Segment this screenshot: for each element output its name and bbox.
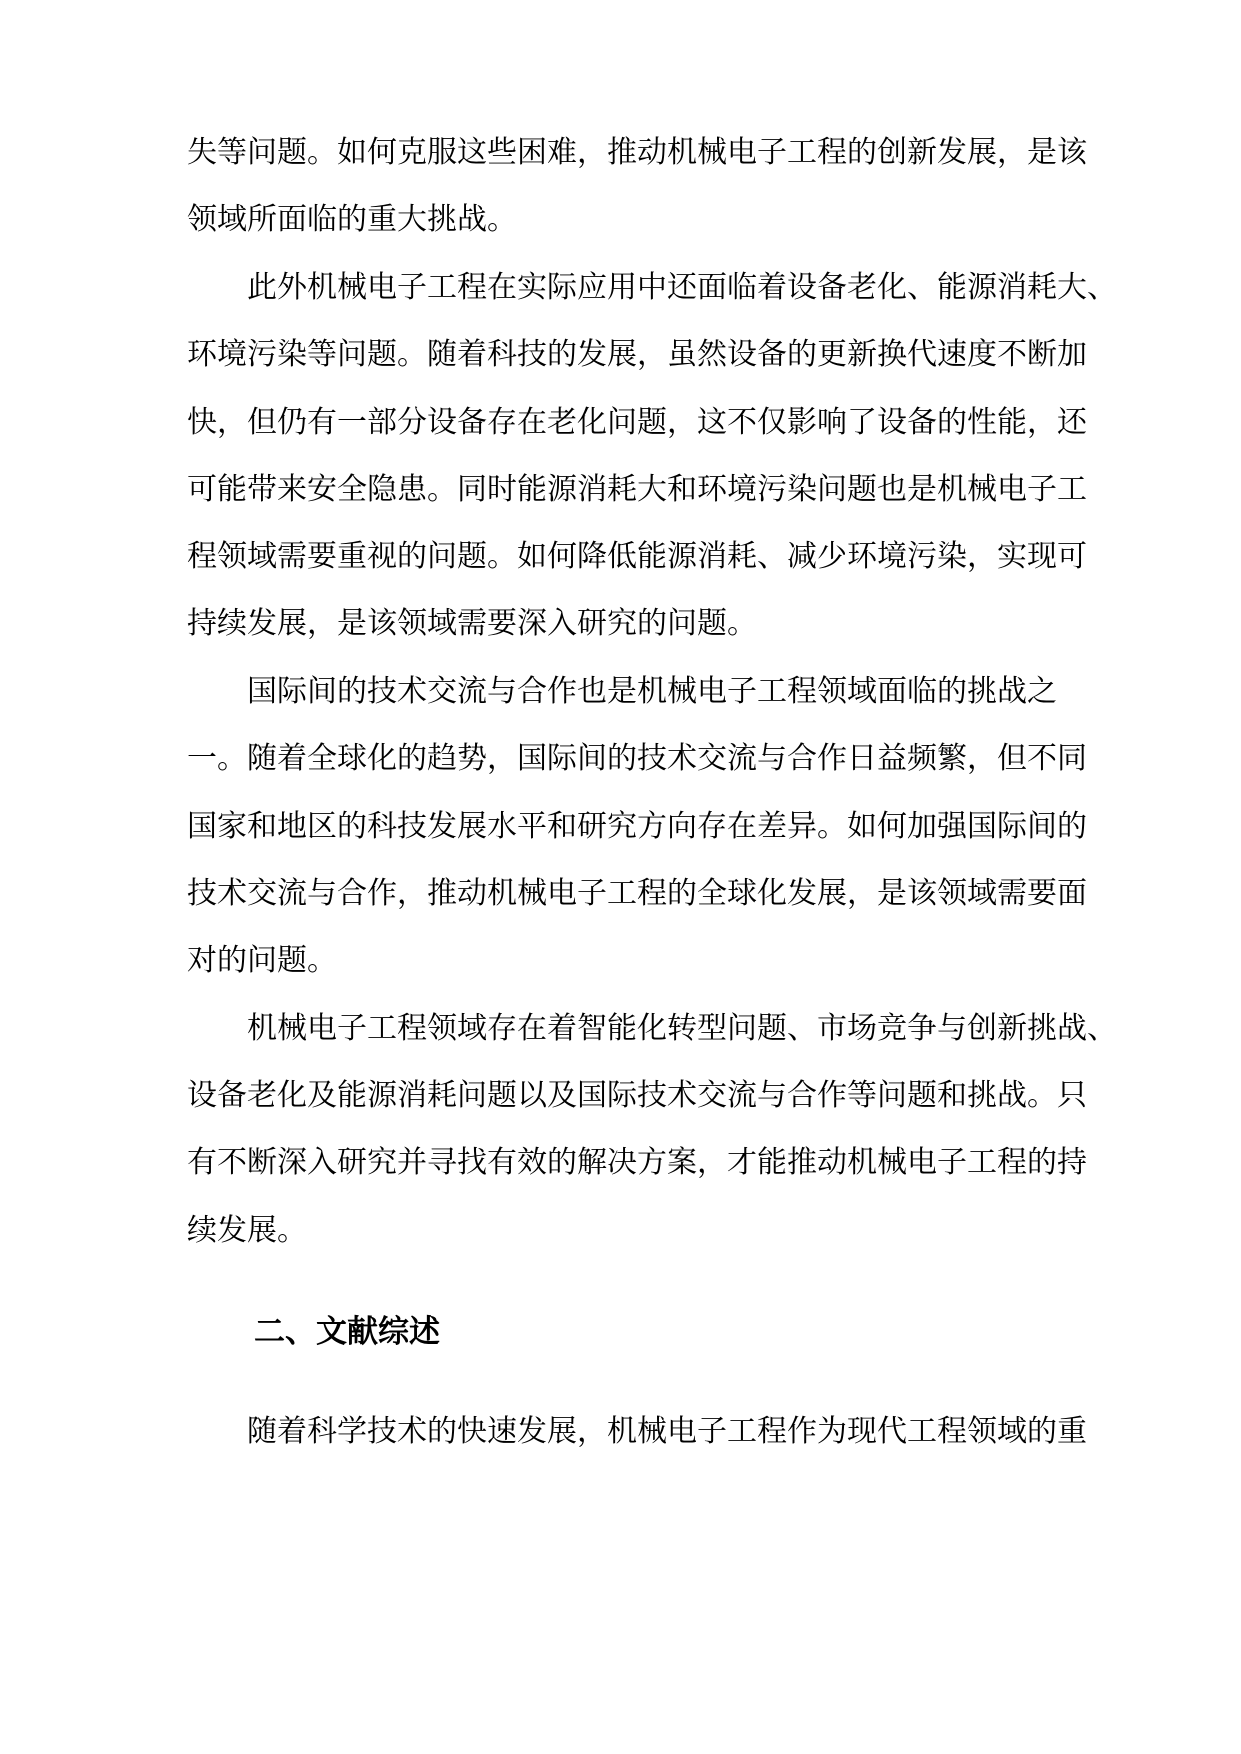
paragraph-3-line-2: 一。随着全球化的趋势，国际间的技术交流与合作日益频繁，但不同	[187, 741, 1087, 776]
paragraph-2-line-4: 可能带来安全隐患。同时能源消耗大和环境污染问题也是机械电子工	[187, 472, 1087, 507]
paragraph-5-line-1: 随着科学技术的快速发展，机械电子工程作为现代工程领域的重	[247, 1414, 1087, 1449]
paragraph-4-line-4: 续发展。	[187, 1213, 307, 1248]
paragraph-2-line-3: 快，但仍有一部分设备存在老化问题，这不仅影响了设备的性能，还	[187, 405, 1087, 440]
paragraph-3-line-4: 技术交流与合作，推动机械电子工程的全球化发展，是该领域需要面	[187, 876, 1087, 911]
paragraph-3-line-1: 国际间的技术交流与合作也是机械电子工程领域面临的挑战之	[247, 674, 1057, 709]
paragraph-4-line-2: 设备老化及能源消耗问题以及国际技术交流与合作等问题和挑战。只	[187, 1078, 1087, 1113]
paragraph-2-line-1: 此外机械电子工程在实际应用中还面临着设备老化、能源消耗大、	[247, 270, 1117, 305]
paragraph-4-line-3: 有不断深入研究并寻找有效的解决方案，才能推动机械电子工程的持	[187, 1145, 1087, 1180]
paragraph-2-line-6: 持续发展，是该领域需要深入研究的问题。	[187, 606, 757, 641]
paragraph-3-line-5: 对的问题。	[187, 943, 337, 978]
section-heading: 二、文献综述	[254, 1314, 440, 1350]
paragraph-4-line-1: 机械电子工程领域存在着智能化转型问题、市场竞争与创新挑战、	[247, 1011, 1117, 1046]
paragraph-1-line-2: 领域所面临的重大挑战。	[187, 202, 517, 237]
paragraph-2-line-5: 程领域需要重视的问题。如何降低能源消耗、减少环境污染，实现可	[187, 539, 1087, 574]
paragraph-3-line-3: 国家和地区的科技发展水平和研究方向存在差异。如何加强国际间的	[187, 809, 1087, 844]
paragraph-1-line-1: 失等问题。如何克服这些困难，推动机械电子工程的创新发展，是该	[187, 135, 1087, 170]
paragraph-2-line-2: 环境污染等问题。随着科技的发展，虽然设备的更新换代速度不断加	[187, 337, 1087, 372]
